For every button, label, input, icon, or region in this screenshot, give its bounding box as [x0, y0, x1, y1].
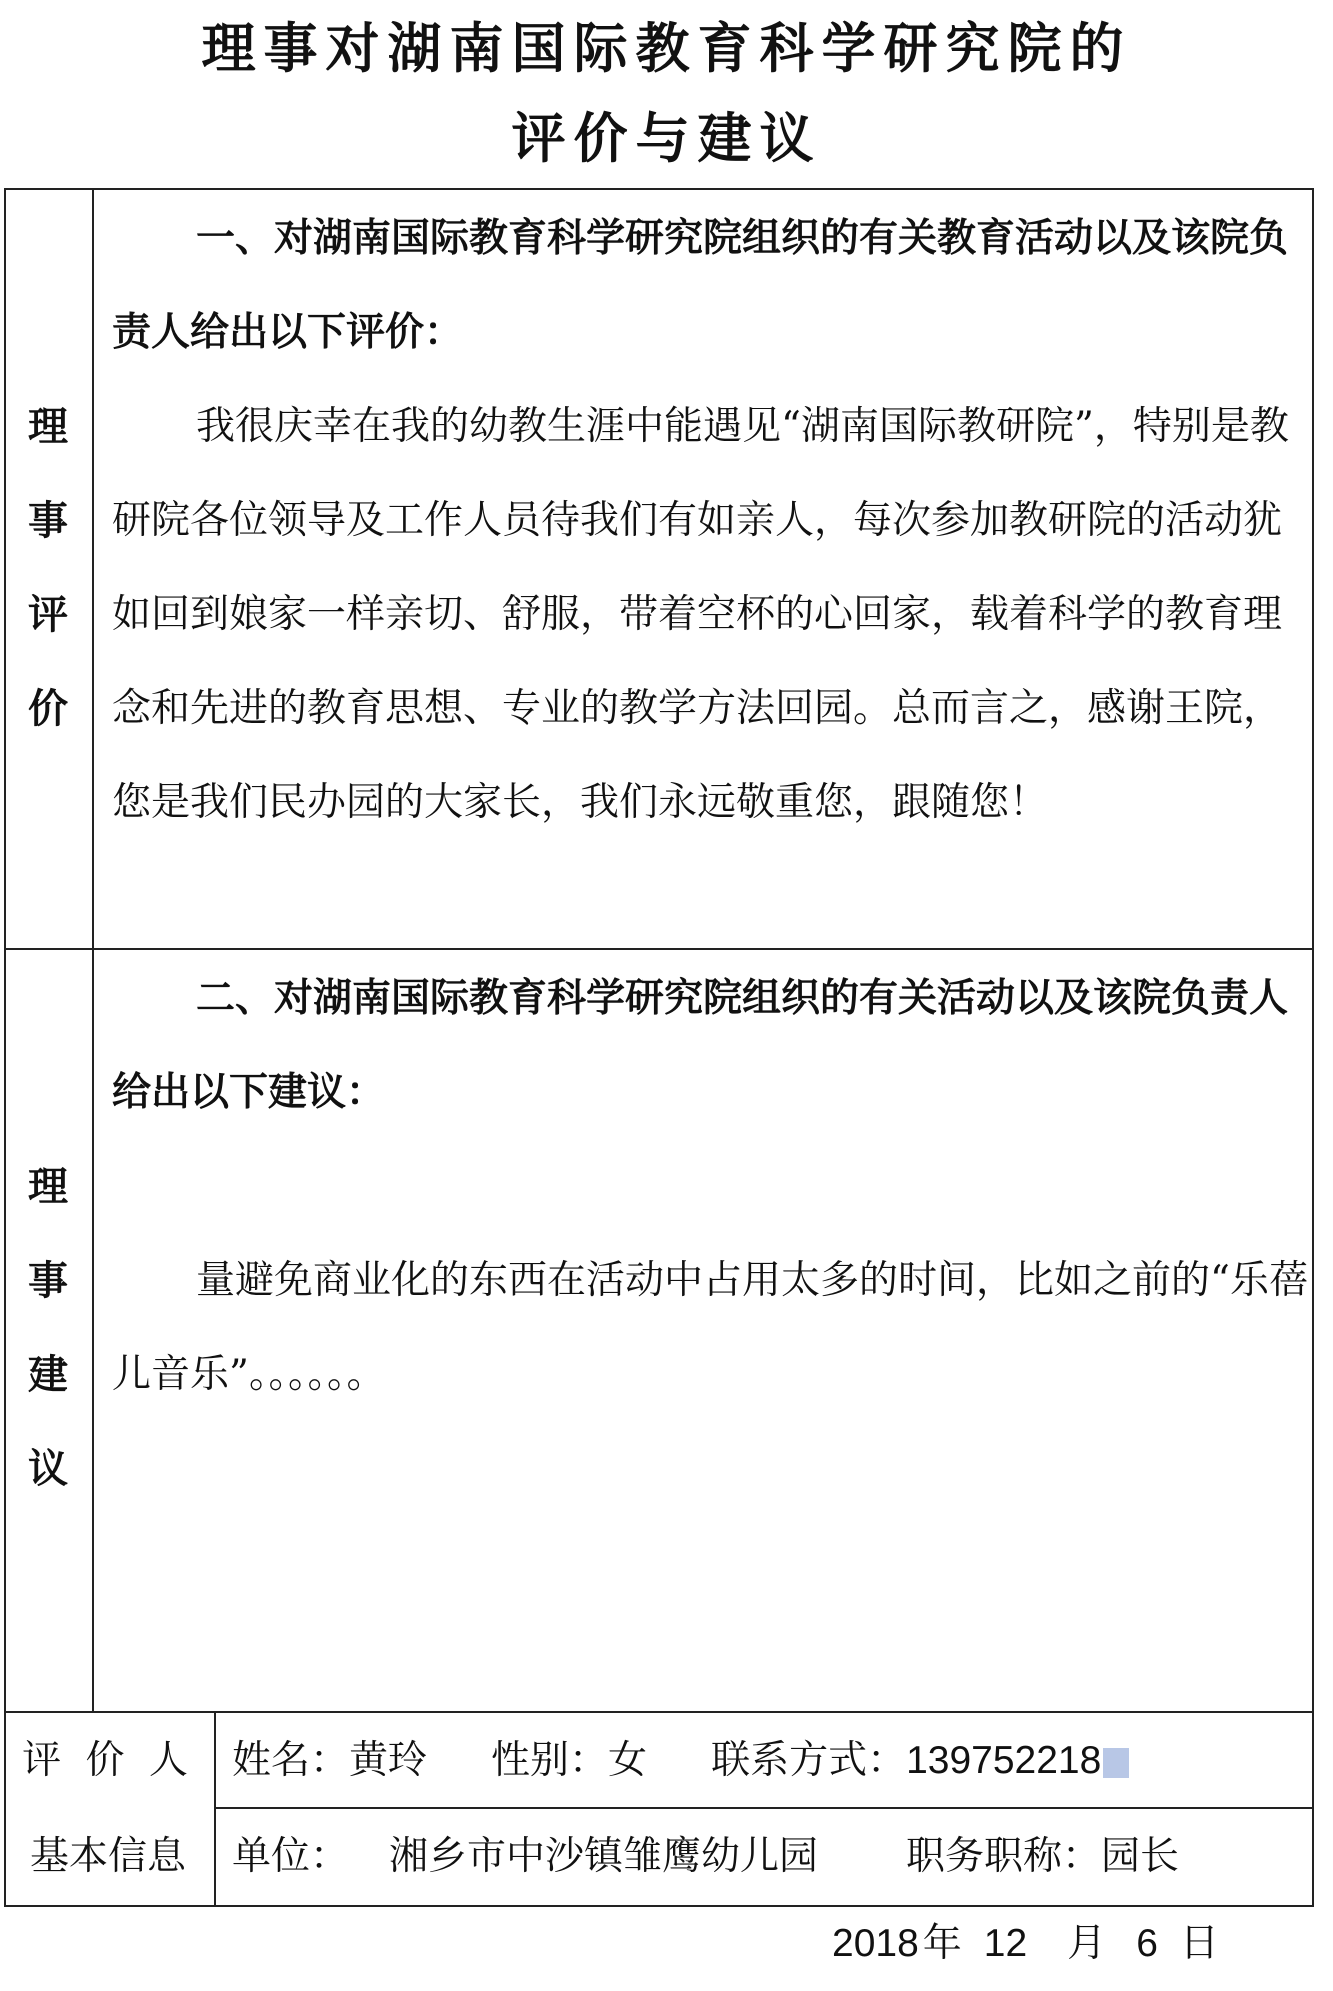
document-title-line-2: 评价与建议 — [511, 107, 822, 170]
evaluator-info-row-1 — [232, 1713, 1129, 1809]
label-column-divider — [92, 188, 94, 1713]
evaluation-content — [112, 192, 1312, 850]
date-month-unit: 月 — [1067, 1921, 1107, 1966]
date-year: 2018 — [832, 1922, 919, 1965]
document-date — [832, 1914, 1219, 1974]
suggestion-label-char: 理 — [28, 1164, 68, 1210]
table-border-right — [1312, 188, 1314, 1907]
suggestion-content — [112, 952, 1312, 1422]
evaluation-label-char: 评 — [28, 592, 68, 638]
date-day-unit: 日 — [1179, 1921, 1219, 1966]
evaluator-label-line-1: 评 价 人 — [22, 1738, 194, 1783]
evaluator-info-row-2 — [232, 1809, 1179, 1905]
document-title-line-1: 理事对湖南国际教育科学研究院的 — [201, 17, 1132, 80]
contact-value: 139752218 — [906, 1739, 1102, 1782]
gender-label: 性别： — [491, 1738, 609, 1783]
evaluation-label-char: 理 — [28, 404, 68, 450]
evaluation-label-char: 价 — [28, 686, 68, 732]
suggestion-label-char: 事 — [28, 1258, 68, 1304]
evaluation-body: 我很庆幸在我的幼教生涯中能遇见“湖南国际教研院”，特别是教研院各位领导及工作人员待我们有如亲人，每次参加教研院的活动犹如回到娘家一样亲切、舒服，带着空杯的心回家，载着科学的教育理念和先进的教育思想、专业的教学方法回园。总而言之，感谢王院，您是我们民办园的大家长，我们永远敬重您，跟随您！ — [112, 404, 1289, 825]
date-month: 12 — [983, 1922, 1028, 1965]
contact-redaction-mark — [1103, 1748, 1129, 1778]
contact-label: 联系方式： — [711, 1738, 907, 1783]
date-day: 6 — [1136, 1922, 1158, 1965]
suggestion-label-char: 议 — [28, 1446, 68, 1492]
evaluation-heading: 一、对湖南国际教育科学研究院组织的有关教育活动以及该院负责人给出以下评价： — [112, 216, 1289, 355]
evaluation-label-char: 事 — [28, 498, 68, 544]
evaluation-label — [4, 380, 92, 756]
table-divider-1 — [4, 948, 1314, 950]
unit-label: 单位： — [232, 1834, 350, 1879]
suggestion-label-char: 建 — [28, 1352, 68, 1398]
table-border-bottom — [4, 1905, 1314, 1907]
info-label-divider — [214, 1711, 216, 1907]
name-value: 黄玲 — [349, 1738, 428, 1783]
table-border-top — [4, 188, 1314, 190]
date-year-unit: 年 — [922, 1921, 962, 1966]
evaluator-label-line-2: 基本信息 — [29, 1834, 186, 1879]
gender-value: 女 — [608, 1738, 648, 1783]
suggestion-label — [4, 1140, 92, 1516]
position-label: 职务职称： — [906, 1834, 1102, 1879]
position-value: 园长 — [1101, 1834, 1180, 1879]
suggestion-heading: 二、对湖南国际教育科学研究院组织的有关活动以及该院负责人给出以下建议： — [112, 976, 1289, 1115]
suggestion-body: 量避免商业化的东西在活动中占用太多的时间，比如之前的“乐蓓儿音乐”。。。。。。 — [112, 1258, 1308, 1397]
name-label: 姓名： — [232, 1738, 350, 1783]
unit-value: 湘乡市中沙镇雏鹰幼儿园 — [389, 1834, 819, 1879]
